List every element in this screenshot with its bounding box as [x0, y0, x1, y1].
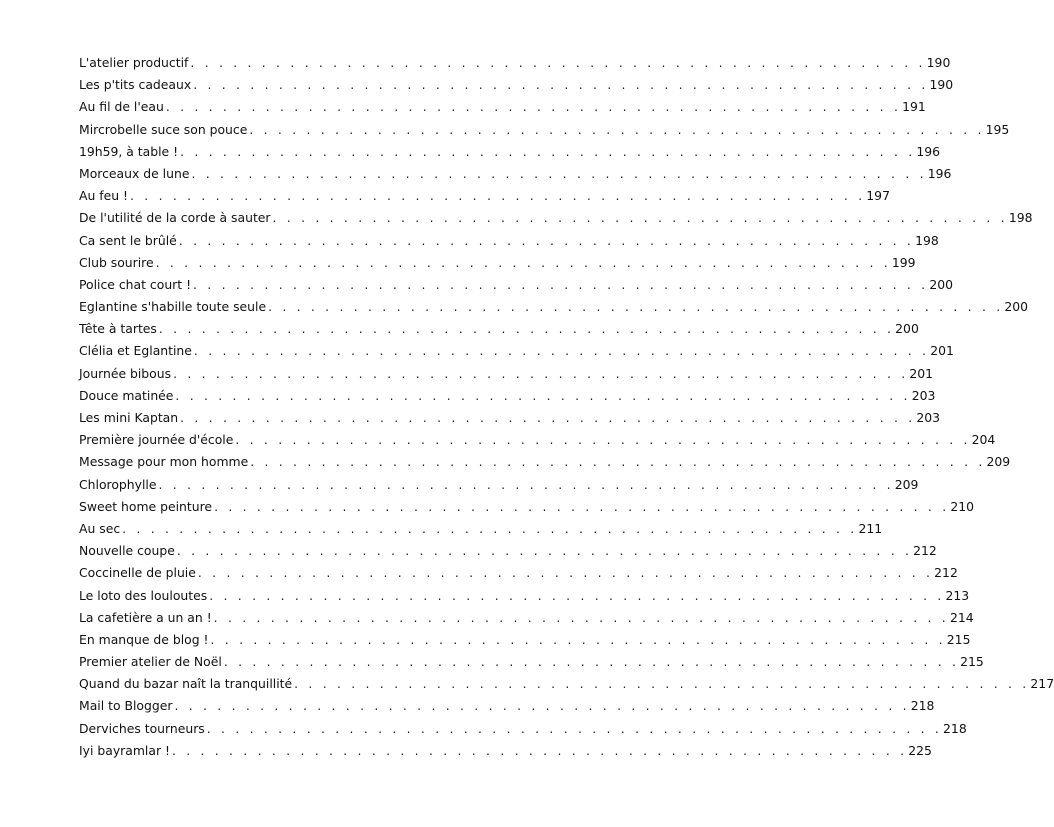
- dot-leader: . . . . . . . . . . . . . . . . . . . . . . . . . . . . . . . . . . . . . . . . . . . . . . . . . . . .: [130, 188, 866, 204]
- toc-entry-title: Les p'tits cadeaux: [79, 77, 192, 93]
- toc-entry: [79, 695, 935, 717]
- toc-entry: [79, 141, 941, 163]
- dot-leader: . . . . . . . . . . . . . . . . . . . . . . . . . . . . . . . . . . . . . . . . . . . . . . . . . . . .: [223, 654, 960, 670]
- toc-entry-page-number: 195: [985, 121, 1010, 137]
- toc-entry: [79, 474, 919, 496]
- toc-entry: [79, 429, 996, 451]
- toc-entry-page-number: 196: [916, 143, 941, 159]
- toc-entry-title: Sweet home peinture: [79, 498, 213, 514]
- toc-entry: [79, 207, 1033, 229]
- toc-entry-title: Club sourire: [79, 254, 154, 270]
- toc-entry-page-number: 199: [891, 254, 916, 270]
- dot-leader: . . . . . . . . . . . . . . . . . . . . . . . . . . . . . . . . . . . . . . . . . . . . . . . . . . . .: [206, 720, 943, 736]
- toc-entry-page-number: 212: [913, 543, 937, 559]
- toc-entry-title: Mircrobelle suce son pouce: [79, 121, 248, 137]
- toc-entry-page-number: 201: [909, 365, 934, 381]
- toc-entry-title: Message pour mon homme: [79, 454, 249, 470]
- toc-entry-title: Première journée d'école: [79, 432, 234, 448]
- toc-entry-title: Nouvelle coupe: [79, 543, 175, 559]
- dot-leader: . . . . . . . . . . . . . . . . . . . . . . . . . . . . . . . . . . . . . . . . . . . . . . . . . . . .: [158, 321, 895, 337]
- toc-entry-title: Les mini Kaptan: [79, 410, 179, 425]
- toc-entry-page-number: 204: [971, 432, 996, 448]
- dot-leader: . . . . . . . . . . . . . . . . . . . . . . . . . . . . . . . . . . . . . . . . . . . . . . . . . . . .: [171, 742, 908, 758]
- toc-entry-title: Police chat court !: [79, 276, 192, 292]
- toc-entry-page-number: 203: [911, 387, 936, 403]
- toc-entry-title: Quand du bazar naît la tranquillité: [79, 676, 293, 692]
- dot-leader: . . . . . . . . . . . . . . . . . . . . . . . . . . . . . . . . . . . . . . . . . . . . . . . . . . . .: [235, 432, 971, 448]
- toc-entry-page-number: 218: [910, 698, 935, 714]
- toc-entry-title: Au feu !: [79, 188, 129, 204]
- dot-leader: . . . . . . . . . . . . . . . . . . . . . . . . . . . . . . . . . . . . . . . . . . . . . . . . . . . .: [193, 77, 929, 93]
- dot-leader: . . . . . . . . . . . . . . . . . . . . . . . . . . . . . . . . . . . . . . . . . . . . . . . . . . . .: [176, 543, 913, 559]
- toc-entry-title: Iyi bayramlar !: [79, 742, 170, 758]
- toc-entry-page-number: 198: [1008, 210, 1033, 226]
- toc-entry: [79, 296, 1029, 318]
- toc-entry-title: Premier atelier de Noël: [79, 654, 222, 670]
- toc-entry: [79, 385, 936, 407]
- table-of-contents: [79, 52, 1054, 762]
- toc-entry: [79, 318, 919, 340]
- toc-entry-title: Au fil de l'eau: [79, 99, 164, 115]
- toc-entry-page-number: 198: [915, 232, 939, 248]
- dot-leader: . . . . . . . . . . . . . . . . . . . . . . . . . . . . . . . . . . . . . . . . . . . . . . . . . . . .: [165, 99, 902, 115]
- toc-entry-title: L'atelier productif: [79, 55, 189, 70]
- toc-entry: [79, 496, 974, 518]
- toc-entry-page-number: 209: [986, 454, 1011, 470]
- toc-entry-page-number: 200: [929, 276, 953, 292]
- dot-leader: . . . . . . . . . . . . . . . . . . . . . . . . . . . . . . . . . . . . . . . . . . . . . . . . . . . .: [210, 631, 946, 647]
- dot-leader: . . . . . . . . . . . . . . . . . . . . . . . . . . . . . . . . . . . . . . . . . . . . . . . . . . . .: [174, 698, 910, 714]
- toc-entry-title: Eglantine s'habille toute seule: [79, 299, 267, 315]
- dot-leader: . . . . . . . . . . . . . . . . . . . . . . . . . . . . . . . . . . . . . . . . . . . . . . . . . . . .: [175, 387, 911, 403]
- toc-entry-title: La cafetière a un an !: [79, 609, 212, 625]
- toc-entry: [79, 74, 954, 96]
- dot-leader: . . . . . . . . . . . . . . . . . . . . . . . . . . . . . . . . . . . . . . . . . . . . . . . . . . . .: [180, 143, 916, 159]
- dot-leader: . . . . . . . . . . . . . . . . . . . . . . . . . . . . . . . . . . . . . . . . . . . . . . . . . . . .: [158, 476, 894, 492]
- toc-entry-title: Au sec: [79, 520, 121, 536]
- dot-leader: . . . . . . . . . . . . . . . . . . . . . . . . . . . . . . . . . . . . . . . . . . . . . . . . . . . .: [122, 520, 858, 536]
- toc-entry-page-number: 218: [943, 720, 967, 736]
- toc-entry: [79, 119, 1010, 141]
- dot-leader: . . . . . . . . . . . . . . . . . . . . . . . . . . . . . . . . . . . . . . . . . . . . . . . . . . . .: [193, 343, 930, 359]
- dot-leader: . . . . . . . . . . . . . . . . . . . . . . . . . . . . . . . . . . . . . . . . . . . . . . . . . . . .: [197, 565, 934, 581]
- toc-entry: [79, 518, 883, 540]
- toc-entry-page-number: 214: [949, 609, 974, 625]
- toc-entry: [79, 607, 974, 629]
- toc-entry-page-number: 215: [960, 654, 984, 670]
- dot-leader: . . . . . . . . . . . . . . . . . . . . . . . . . . . . . . . . . . . . . . . . . . . . . . . . . . . .: [155, 254, 891, 270]
- toc-entry: [79, 274, 953, 296]
- toc-entry: [79, 451, 1011, 473]
- toc-entry: [79, 340, 954, 362]
- dot-leader: . . . . . . . . . . . . . . . . . . . . . . . . . . . . . . . . . . . . . . . . . . . . . . . . . . . .: [190, 55, 926, 70]
- dot-leader: . . . . . . . . . . . . . . . . . . . . . . . . . . . . . . . . . . . . . . . . . . . . . . . . . . . .: [180, 410, 916, 425]
- toc-entry-page-number: 213: [945, 587, 970, 603]
- toc-entry: [79, 363, 934, 385]
- dot-leader: . . . . . . . . . . . . . . . . . . . . . . . . . . . . . . . . . . . . . . . . . . . . . . . . . . . .: [249, 121, 985, 137]
- toc-entry-page-number: 200: [895, 321, 919, 337]
- dot-leader: . . . . . . . . . . . . . . . . . . . . . . . . . . . . . . . . . . . . . . . . . . . . . . . . . . . .: [294, 676, 1030, 692]
- toc-entry-page-number: 215: [946, 631, 971, 647]
- toc-entry: [79, 96, 926, 118]
- toc-entry-page-number: 210: [950, 498, 974, 514]
- toc-entry: [79, 163, 952, 185]
- toc-entry-title: 19h59, à table !: [79, 143, 179, 159]
- toc-entry: [79, 52, 951, 74]
- toc-entry: [79, 718, 967, 740]
- dot-leader: . . . . . . . . . . . . . . . . . . . . . . . . . . . . . . . . . . . . . . . . . . . . . . . . . . . .: [268, 299, 1004, 315]
- toc-entry-title: Le loto des louloutes: [79, 587, 208, 603]
- toc-entry-title: En manque de blog !: [79, 631, 209, 647]
- toc-entry: [79, 673, 1054, 695]
- toc-entry-title: Morceaux de lune: [79, 165, 190, 181]
- dot-leader: . . . . . . . . . . . . . . . . . . . . . . . . . . . . . . . . . . . . . . . . . . . . . . . . . . . .: [173, 365, 909, 381]
- toc-entry-title: De l'utilité de la corde à sauter: [79, 210, 271, 226]
- toc-entry: [79, 185, 890, 207]
- toc-entry-title: Journée bibous: [79, 365, 172, 381]
- dot-leader: . . . . . . . . . . . . . . . . . . . . . . . . . . . . . . . . . . . . . . . . . . . . . . . . . . . .: [191, 165, 927, 181]
- toc-entry-page-number: 209: [894, 476, 919, 492]
- toc-entry-title: Mail to Blogger: [79, 698, 173, 714]
- dot-leader: . . . . . . . . . . . . . . . . . . . . . . . . . . . . . . . . . . . . . . . . . . . . . . . . . . . .: [272, 210, 1008, 226]
- toc-entry-page-number: 217: [1030, 676, 1054, 692]
- toc-entry-title: Ca sent le brûlé: [79, 232, 177, 248]
- toc-entry-page-number: 212: [934, 565, 958, 581]
- toc-entry-title: Derviches tourneurs: [79, 720, 205, 736]
- toc-entry-title: Clélia et Eglantine: [79, 343, 192, 359]
- toc-entry-page-number: 201: [930, 343, 954, 359]
- toc-entry-page-number: 203: [916, 410, 941, 425]
- toc-entry-title: Douce matinée: [79, 387, 174, 403]
- toc-entry-page-number: 225: [908, 742, 932, 758]
- dot-leader: . . . . . . . . . . . . . . . . . . . . . . . . . . . . . . . . . . . . . . . . . . . . . . . . . . . .: [193, 276, 929, 292]
- toc-entry-page-number: 211: [858, 520, 883, 536]
- toc-entry: [79, 562, 958, 584]
- toc-entry-title: Chlorophylle: [79, 476, 157, 492]
- dot-leader: . . . . . . . . . . . . . . . . . . . . . . . . . . . . . . . . . . . . . . . . . . . . . . . . . . . .: [178, 232, 915, 248]
- dot-leader: . . . . . . . . . . . . . . . . . . . . . . . . . . . . . . . . . . . . . . . . . . . . . . . . . . . .: [214, 498, 950, 514]
- toc-entry: [79, 407, 941, 429]
- toc-entry: [79, 651, 984, 673]
- toc-entry: [79, 629, 971, 651]
- toc-entry-title: Coccinelle de pluie: [79, 565, 196, 581]
- toc-entry-title: Tête à tartes: [79, 321, 157, 337]
- toc-entry: [79, 740, 932, 762]
- toc-entry: [79, 540, 937, 562]
- toc-entry-page-number: 190: [929, 77, 954, 93]
- toc-entry-page-number: 197: [866, 188, 890, 204]
- toc-entry-page-number: 190: [926, 55, 951, 70]
- toc-entry-page-number: 191: [902, 99, 926, 115]
- toc-entry-page-number: 196: [927, 165, 952, 181]
- toc-entry: [79, 252, 916, 274]
- toc-entry-page-number: 200: [1004, 299, 1029, 315]
- toc-entry: [79, 585, 970, 607]
- dot-leader: . . . . . . . . . . . . . . . . . . . . . . . . . . . . . . . . . . . . . . . . . . . . . . . . . . . .: [213, 609, 949, 625]
- dot-leader: . . . . . . . . . . . . . . . . . . . . . . . . . . . . . . . . . . . . . . . . . . . . . . . . . . . .: [209, 587, 945, 603]
- toc-entry: [79, 230, 939, 252]
- dot-leader: . . . . . . . . . . . . . . . . . . . . . . . . . . . . . . . . . . . . . . . . . . . . . . . . . . . .: [250, 454, 986, 470]
